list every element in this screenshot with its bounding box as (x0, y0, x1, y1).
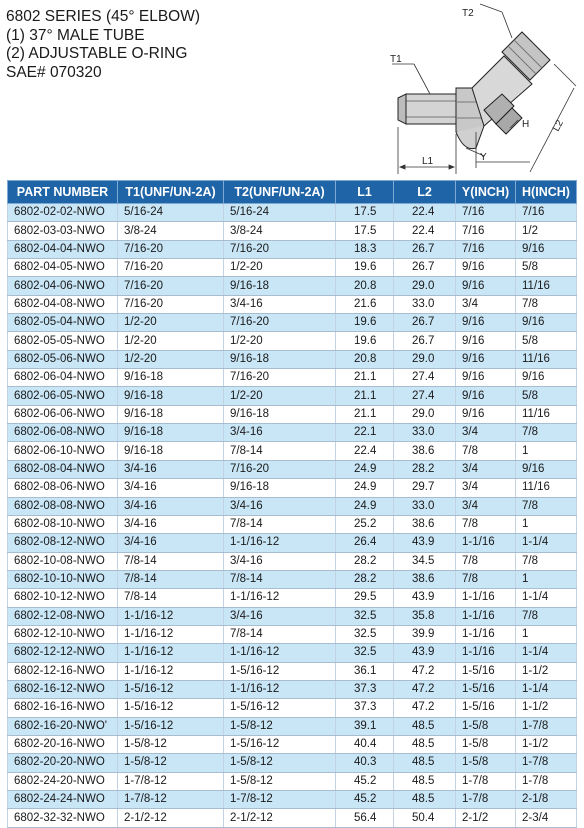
cell-part-number: 6802-16-20-NWO' (8, 717, 118, 735)
cell-t2: 9/16-18 (224, 350, 336, 368)
cell-l1: 24.9 (336, 460, 394, 478)
cell-t2: 1-5/16-12 (224, 662, 336, 680)
cell-part-number: 6802-12-12-NWO (8, 644, 118, 662)
cell-t2: 1-1/16-12 (224, 644, 336, 662)
cell-l1: 39.1 (336, 717, 394, 735)
cell-t2: 1-5/16-12 (224, 699, 336, 717)
cell-l1: 37.3 (336, 680, 394, 698)
cell-l2: 47.2 (394, 680, 456, 698)
cell-part-number: 6802-04-05-NWO (8, 259, 118, 277)
cell-part-number: 6802-20-20-NWO (8, 754, 118, 772)
header-l2: L2 (394, 181, 456, 204)
cell-t2: 9/16-18 (224, 405, 336, 423)
cell-h: 5/8 (516, 259, 577, 277)
cell-t2: 2-1/2-12 (224, 809, 336, 827)
cell-y: 3/4 (456, 497, 516, 515)
cell-part-number: 6802-06-05-NWO (8, 387, 118, 405)
table-row (8, 515, 577, 533)
cell-l2: 29.0 (394, 277, 456, 295)
cell-h: 1-1/2 (516, 662, 577, 680)
cell-l1: 20.8 (336, 277, 394, 295)
cell-l2: 48.5 (394, 754, 456, 772)
cell-l2: 43.9 (394, 534, 456, 552)
dimensions-table (7, 180, 577, 828)
cell-t1: 1-5/8-12 (118, 754, 224, 772)
cell-y: 1-1/16 (456, 589, 516, 607)
cell-t2: 7/16-20 (224, 240, 336, 258)
table-row (8, 204, 577, 222)
cell-t1: 2-1/2-12 (118, 809, 224, 827)
cell-part-number: 6802-06-10-NWO (8, 442, 118, 460)
cell-part-number: 6802-10-10-NWO (8, 570, 118, 588)
cell-t1: 9/16-18 (118, 369, 224, 387)
cell-t1: 9/16-18 (118, 424, 224, 442)
cell-h: 2-1/8 (516, 791, 577, 809)
cell-part-number: 6802-08-12-NWO (8, 534, 118, 552)
cell-t1: 1/2-20 (118, 332, 224, 350)
cell-t1: 5/16-24 (118, 204, 224, 222)
cell-t2: 9/16-18 (224, 277, 336, 295)
cell-h: 2-3/4 (516, 809, 577, 827)
cell-part-number: 6802-16-12-NWO (8, 680, 118, 698)
cell-t1: 1-1/16-12 (118, 662, 224, 680)
cell-t2: 3/4-16 (224, 295, 336, 313)
cell-y: 7/16 (456, 222, 516, 240)
table-row (8, 644, 577, 662)
cell-l2: 43.9 (394, 644, 456, 662)
cell-l2: 27.4 (394, 369, 456, 387)
cell-l1: 22.4 (336, 442, 394, 460)
cell-l1: 56.4 (336, 809, 394, 827)
cell-t2: 1-5/8-12 (224, 754, 336, 772)
cell-t2: 1/2-20 (224, 387, 336, 405)
cell-part-number: 6802-12-10-NWO (8, 625, 118, 643)
header-part-number: PART NUMBER (8, 181, 118, 204)
cell-l2: 26.7 (394, 259, 456, 277)
cell-y: 9/16 (456, 277, 516, 295)
cell-t1: 9/16-18 (118, 387, 224, 405)
cell-l2: 22.4 (394, 222, 456, 240)
cell-part-number: 6802-12-16-NWO (8, 662, 118, 680)
table-row (8, 240, 577, 258)
cell-y: 3/4 (456, 295, 516, 313)
cell-h: 1-1/2 (516, 735, 577, 753)
cell-l2: 38.6 (394, 570, 456, 588)
cell-l1: 25.2 (336, 515, 394, 533)
cell-part-number: 6802-04-06-NWO (8, 277, 118, 295)
cell-l1: 36.1 (336, 662, 394, 680)
cell-l1: 24.9 (336, 479, 394, 497)
cell-y: 9/16 (456, 350, 516, 368)
cell-t2: 7/8-14 (224, 442, 336, 460)
cell-l1: 32.5 (336, 607, 394, 625)
cell-h: 5/8 (516, 332, 577, 350)
table-row (8, 754, 577, 772)
cell-l1: 29.5 (336, 589, 394, 607)
cell-l1: 18.3 (336, 240, 394, 258)
label-l2: L2 (550, 118, 566, 134)
cell-t1: 1/2-20 (118, 350, 224, 368)
cell-t1: 3/4-16 (118, 534, 224, 552)
cell-y: 1-5/16 (456, 680, 516, 698)
table-row (8, 350, 577, 368)
cell-h: 1-1/4 (516, 680, 577, 698)
cell-l1: 24.9 (336, 497, 394, 515)
cell-l2: 22.4 (394, 204, 456, 222)
cell-t1: 1-5/16-12 (118, 699, 224, 717)
cell-t1: 1/2-20 (118, 314, 224, 332)
cell-h: 7/8 (516, 424, 577, 442)
table-row (8, 534, 577, 552)
header-y: Y(INCH) (456, 181, 516, 204)
cell-t1: 3/4-16 (118, 460, 224, 478)
cell-part-number: 6802-02-02-NWO (8, 204, 118, 222)
cell-l2: 28.2 (394, 460, 456, 478)
series-title: 6802 SERIES (45° ELBOW) (6, 8, 200, 25)
cell-h: 7/8 (516, 497, 577, 515)
cell-t1: 1-1/16-12 (118, 644, 224, 662)
cell-t2: 5/16-24 (224, 204, 336, 222)
cell-l1: 17.5 (336, 222, 394, 240)
cell-l2: 35.8 (394, 607, 456, 625)
cell-y: 1-7/8 (456, 772, 516, 790)
cell-t1: 7/8-14 (118, 570, 224, 588)
cell-h: 1-7/8 (516, 772, 577, 790)
table-row (8, 314, 577, 332)
cell-l1: 21.1 (336, 387, 394, 405)
cell-y: 1-5/16 (456, 662, 516, 680)
cell-l1: 17.5 (336, 204, 394, 222)
table-row (8, 680, 577, 698)
cell-t1: 3/4-16 (118, 515, 224, 533)
cell-t1: 3/4-16 (118, 497, 224, 515)
cell-h: 1 (516, 515, 577, 533)
cell-l1: 37.3 (336, 699, 394, 717)
cell-y: 1-5/16 (456, 699, 516, 717)
cell-t1: 1-7/8-12 (118, 791, 224, 809)
cell-part-number: 6802-06-04-NWO (8, 369, 118, 387)
table-row (8, 717, 577, 735)
table-row (8, 735, 577, 753)
cell-l2: 38.6 (394, 515, 456, 533)
cell-l1: 19.6 (336, 314, 394, 332)
table-row (8, 662, 577, 680)
table-row (8, 369, 577, 387)
cell-part-number: 6802-04-04-NWO (8, 240, 118, 258)
cell-t2: 1-1/16-12 (224, 589, 336, 607)
cell-y: 3/4 (456, 424, 516, 442)
cell-t2: 7/16-20 (224, 314, 336, 332)
cell-t2: 1/2-20 (224, 259, 336, 277)
table-row (8, 424, 577, 442)
cell-h: 1-7/8 (516, 754, 577, 772)
cell-part-number: 6802-08-10-NWO (8, 515, 118, 533)
cell-h: 7/8 (516, 552, 577, 570)
cell-y: 7/8 (456, 515, 516, 533)
cell-t1: 1-5/16-12 (118, 717, 224, 735)
cell-t2: 7/8-14 (224, 625, 336, 643)
cell-h: 11/16 (516, 405, 577, 423)
cell-part-number: 6802-24-20-NWO (8, 772, 118, 790)
cell-t2: 7/8-14 (224, 570, 336, 588)
cell-h: 1-1/4 (516, 589, 577, 607)
cell-l2: 50.4 (394, 809, 456, 827)
cell-t2: 7/8-14 (224, 515, 336, 533)
label-t2: T2 (462, 8, 474, 19)
cell-part-number: 6802-20-16-NWO (8, 735, 118, 753)
cell-l2: 39.9 (394, 625, 456, 643)
cell-l1: 32.5 (336, 625, 394, 643)
label-y: Y (480, 152, 487, 163)
table-row (8, 607, 577, 625)
cell-t1: 1-1/16-12 (118, 625, 224, 643)
cell-l2: 26.7 (394, 314, 456, 332)
cell-l1: 40.3 (336, 754, 394, 772)
cell-l1: 21.1 (336, 369, 394, 387)
cell-y: 3/4 (456, 479, 516, 497)
table-row (8, 809, 577, 827)
cell-y: 9/16 (456, 332, 516, 350)
cell-l2: 48.5 (394, 772, 456, 790)
cell-y: 3/4 (456, 460, 516, 478)
cell-h: 1-1/2 (516, 699, 577, 717)
cell-y: 9/16 (456, 405, 516, 423)
table-row (8, 772, 577, 790)
cell-t1: 7/8-14 (118, 589, 224, 607)
cell-part-number: 6802-12-08-NWO (8, 607, 118, 625)
label-t1: T1 (390, 54, 402, 65)
cell-y: 1-5/8 (456, 717, 516, 735)
cell-part-number: 6802-04-08-NWO (8, 295, 118, 313)
table-row (8, 497, 577, 515)
cell-l1: 22.1 (336, 424, 394, 442)
cell-y: 1-1/16 (456, 607, 516, 625)
table-row (8, 405, 577, 423)
cell-t2: 1-5/8-12 (224, 717, 336, 735)
cell-t2: 7/16-20 (224, 460, 336, 478)
cell-y: 1-5/8 (456, 754, 516, 772)
cell-h: 11/16 (516, 350, 577, 368)
cell-part-number: 6802-05-06-NWO (8, 350, 118, 368)
cell-l1: 26.4 (336, 534, 394, 552)
cell-part-number: 6802-10-08-NWO (8, 552, 118, 570)
end-2-description: (2) ADJUSTABLE O-RING (6, 45, 188, 62)
cell-t1: 1-7/8-12 (118, 772, 224, 790)
cell-h: 1-1/4 (516, 534, 577, 552)
cell-y: 9/16 (456, 259, 516, 277)
table-row (8, 387, 577, 405)
table-row (8, 295, 577, 313)
table-row (8, 442, 577, 460)
cell-y: 7/16 (456, 204, 516, 222)
cell-l2: 29.0 (394, 350, 456, 368)
table-row (8, 277, 577, 295)
header-h: H(INCH) (516, 181, 577, 204)
cell-h: 1 (516, 570, 577, 588)
cell-l2: 48.5 (394, 791, 456, 809)
cell-y: 1-5/8 (456, 735, 516, 753)
cell-h: 5/8 (516, 387, 577, 405)
cell-l1: 32.5 (336, 644, 394, 662)
cell-l1: 45.2 (336, 791, 394, 809)
cell-y: 9/16 (456, 314, 516, 332)
cell-l2: 47.2 (394, 662, 456, 680)
cell-y: 1-1/16 (456, 644, 516, 662)
cell-part-number: 6802-08-08-NWO (8, 497, 118, 515)
cell-l2: 48.5 (394, 735, 456, 753)
cell-y: 1-1/16 (456, 625, 516, 643)
cell-t1: 1-5/8-12 (118, 735, 224, 753)
cell-h: 1/2 (516, 222, 577, 240)
cell-y: 7/8 (456, 570, 516, 588)
table-row (8, 332, 577, 350)
table-row (8, 222, 577, 240)
table-row (8, 791, 577, 809)
cell-t2: 3/4-16 (224, 552, 336, 570)
cell-h: 9/16 (516, 369, 577, 387)
cell-l2: 47.2 (394, 699, 456, 717)
table-row (8, 625, 577, 643)
cell-l1: 21.6 (336, 295, 394, 313)
table-row (8, 570, 577, 588)
cell-t1: 1-5/16-12 (118, 680, 224, 698)
cell-h: 7/16 (516, 204, 577, 222)
cell-h: 11/16 (516, 277, 577, 295)
cell-part-number: 6802-08-06-NWO (8, 479, 118, 497)
cell-l1: 21.1 (336, 405, 394, 423)
header-l1: L1 (336, 181, 394, 204)
cell-part-number: 6802-06-06-NWO (8, 405, 118, 423)
cell-l2: 29.7 (394, 479, 456, 497)
cell-l2: 33.0 (394, 497, 456, 515)
cell-l2: 33.0 (394, 424, 456, 442)
cell-t2: 1-1/16-12 (224, 534, 336, 552)
cell-t1: 3/4-16 (118, 479, 224, 497)
cell-t2: 1-5/16-12 (224, 735, 336, 753)
cell-h: 1 (516, 625, 577, 643)
cell-l1: 28.2 (336, 552, 394, 570)
cell-y: 1-7/8 (456, 791, 516, 809)
table-header-row (8, 181, 577, 204)
cell-l1: 19.6 (336, 259, 394, 277)
cell-t1: 9/16-18 (118, 442, 224, 460)
header-t1: T1(UNF/UN-2A) (118, 181, 224, 204)
cell-y: 7/8 (456, 442, 516, 460)
cell-l1: 40.4 (336, 735, 394, 753)
cell-part-number: 6802-05-05-NWO (8, 332, 118, 350)
cell-l2: 48.5 (394, 717, 456, 735)
cell-l2: 26.7 (394, 240, 456, 258)
cell-h: 7/8 (516, 607, 577, 625)
cell-l2: 33.0 (394, 295, 456, 313)
series-heading (6, 8, 200, 82)
cell-t1: 3/8-24 (118, 222, 224, 240)
cell-l2: 34.5 (394, 552, 456, 570)
cell-part-number: 6802-24-24-NWO (8, 791, 118, 809)
cell-y: 7/16 (456, 240, 516, 258)
cell-part-number: 6802-03-03-NWO (8, 222, 118, 240)
cell-t2: 9/16-18 (224, 479, 336, 497)
cell-h: 9/16 (516, 314, 577, 332)
cell-t2: 1-1/16-12 (224, 680, 336, 698)
cell-h: 1-7/8 (516, 717, 577, 735)
table-row (8, 552, 577, 570)
cell-t1: 7/8-14 (118, 552, 224, 570)
cell-t2: 7/16-20 (224, 369, 336, 387)
cell-t2: 3/4-16 (224, 497, 336, 515)
cell-l2: 38.6 (394, 442, 456, 460)
sae-number: SAE# 070320 (6, 63, 102, 81)
table-body (8, 204, 577, 828)
label-l1: L1 (422, 156, 434, 167)
cell-part-number: 6802-08-04-NWO (8, 460, 118, 478)
table-row (8, 460, 577, 478)
table-row (8, 589, 577, 607)
cell-l2: 43.9 (394, 589, 456, 607)
table-row (8, 479, 577, 497)
cell-t2: 3/4-16 (224, 424, 336, 442)
cell-part-number: 6802-05-04-NWO (8, 314, 118, 332)
cell-h: 1-1/4 (516, 644, 577, 662)
cell-h: 7/8 (516, 295, 577, 313)
cell-l1: 20.8 (336, 350, 394, 368)
cell-t2: 3/4-16 (224, 607, 336, 625)
cell-h: 9/16 (516, 460, 577, 478)
cell-h: 11/16 (516, 479, 577, 497)
cell-l2: 29.0 (394, 405, 456, 423)
cell-t1: 7/16-20 (118, 295, 224, 313)
cell-l1: 28.2 (336, 570, 394, 588)
cell-part-number: 6802-06-08-NWO (8, 424, 118, 442)
elbow-fitting-diagram (384, 2, 580, 176)
cell-l2: 27.4 (394, 387, 456, 405)
cell-t1: 7/16-20 (118, 259, 224, 277)
cell-l2: 26.7 (394, 332, 456, 350)
cell-t1: 1-1/16-12 (118, 607, 224, 625)
cell-t2: 3/8-24 (224, 222, 336, 240)
table-row (8, 259, 577, 277)
cell-l1: 45.2 (336, 772, 394, 790)
cell-l1: 19.6 (336, 332, 394, 350)
cell-y: 2-1/2 (456, 809, 516, 827)
cell-t1: 7/16-20 (118, 277, 224, 295)
cell-y: 1-1/16 (456, 534, 516, 552)
cell-y: 7/8 (456, 552, 516, 570)
header-t2: T2(UNF/UN-2A) (224, 181, 336, 204)
table-row (8, 699, 577, 717)
cell-t1: 7/16-20 (118, 240, 224, 258)
cell-h: 9/16 (516, 240, 577, 258)
cell-t1: 9/16-18 (118, 405, 224, 423)
cell-part-number: 6802-10-12-NWO (8, 589, 118, 607)
cell-t2: 1-7/8-12 (224, 791, 336, 809)
cell-part-number: 6802-16-16-NWO (8, 699, 118, 717)
cell-y: 9/16 (456, 387, 516, 405)
cell-t2: 1/2-20 (224, 332, 336, 350)
end-1-description: (1) 37° MALE TUBE (6, 26, 145, 44)
cell-h: 1 (516, 442, 577, 460)
cell-t2: 1-5/8-12 (224, 772, 336, 790)
cell-y: 9/16 (456, 369, 516, 387)
cell-part-number: 6802-32-32-NWO (8, 809, 118, 827)
label-h: H (522, 119, 530, 130)
